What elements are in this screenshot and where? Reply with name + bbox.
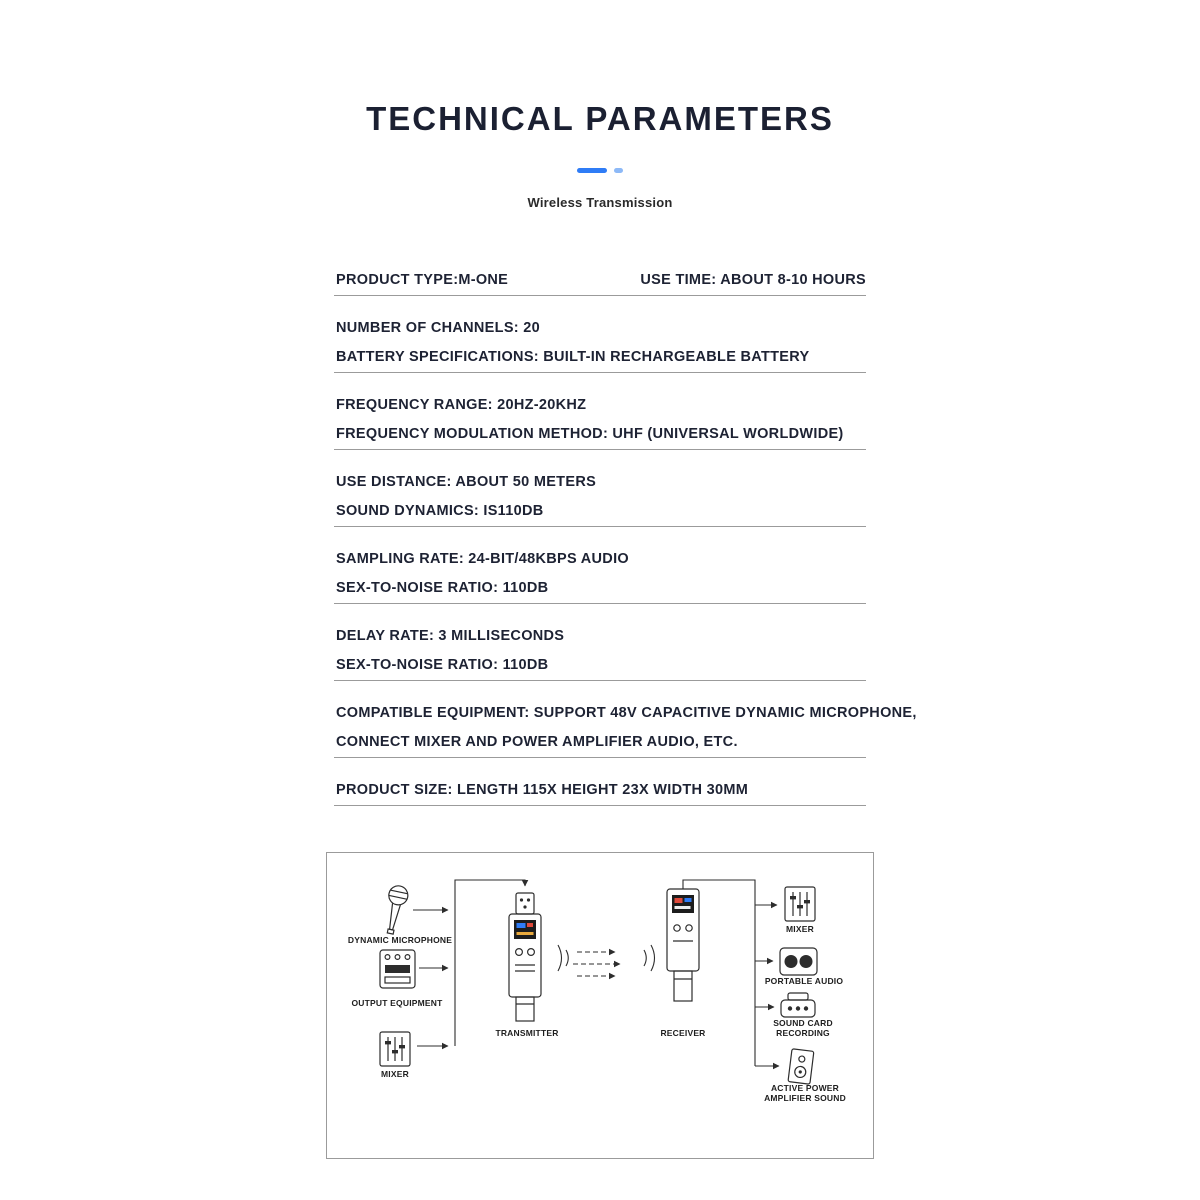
spec-list xyxy=(334,266,917,806)
label-mixer-left: MIXER xyxy=(381,1069,409,1079)
label-portable-audio: PORTABLE AUDIO xyxy=(764,976,844,986)
diagram-labels xyxy=(348,924,846,1103)
mixer-right-icon xyxy=(785,887,815,921)
spec-group-channels-battery xyxy=(334,314,866,373)
spec-group-compatible-equipment xyxy=(334,699,917,758)
label-sound-card-line1: SOUND CARD xyxy=(773,1018,833,1028)
connection-diagram-svg xyxy=(327,853,873,1158)
label-dynamic-microphone: DYNAMIC MICROPHONE xyxy=(347,935,453,945)
spec-group-product-type xyxy=(334,266,866,296)
spec-sound-dynamics: SOUND DYNAMICS: IS110DB xyxy=(336,503,544,519)
spec-signal-noise-ratio-2: SEX-TO-NOISE RATIO: 110DB xyxy=(336,657,549,673)
spec-compatible-equipment-line1: COMPATIBLE EQUIPMENT: SUPPORT 48V CAPACITIVE DYNAMIC MICROPHONE, xyxy=(336,705,917,721)
sound-card-recording-icon xyxy=(781,993,815,1017)
spec-use-time: USE TIME: ABOUT 8-10 HOURS xyxy=(640,272,866,288)
active-power-amplifier-icon xyxy=(788,1049,814,1084)
connection-lines xyxy=(413,880,779,1066)
label-receiver: RECEIVER xyxy=(660,1028,706,1038)
spec-frequency-modulation: FREQUENCY MODULATION METHOD: UHF (UNIVERSAL WORLDWIDE) xyxy=(336,426,844,442)
spec-number-of-channels: NUMBER OF CHANNELS: 20 xyxy=(336,320,540,336)
receiver-icon xyxy=(667,889,699,1001)
connection-diagram xyxy=(326,852,874,1159)
spec-use-distance: USE DISTANCE: ABOUT 50 METERS xyxy=(336,474,597,490)
label-sound-card-line2: RECORDING xyxy=(776,1028,830,1038)
label-mixer-right: MIXER xyxy=(786,924,814,934)
spec-group-product-size xyxy=(334,776,866,806)
spec-group-distance-dynamics xyxy=(334,468,866,527)
spec-sampling-rate: SAMPLING RATE: 24-BIT/48KBPS AUDIO xyxy=(336,551,629,567)
dynamic-microphone-icon xyxy=(381,884,410,935)
output-equipment-icon xyxy=(380,950,415,988)
spec-signal-noise-ratio-1: SEX-TO-NOISE RATIO: 110DB xyxy=(336,580,549,596)
spec-frequency-range: FREQUENCY RANGE: 20HZ-20KHZ xyxy=(336,397,587,413)
label-amplifier-line1: ACTIVE POWER xyxy=(770,1083,840,1093)
portable-audio-icon xyxy=(780,948,817,975)
page-title: TECHNICAL PARAMETERS xyxy=(366,100,834,137)
page-subtitle: Wireless Transmission xyxy=(527,195,673,210)
transmitter-icon xyxy=(509,893,541,1021)
spec-group-delay xyxy=(334,622,866,681)
divider-dash-icon xyxy=(577,168,607,173)
label-amplifier-line2: AMPLIFIER SOUND xyxy=(764,1093,846,1103)
spec-battery-specifications: BATTERY SPECIFICATIONS: BUILT-IN RECHARGEABLE BATTERY xyxy=(336,349,810,365)
spec-compatible-equipment-line2: CONNECT MIXER AND POWER AMPLIFIER AUDIO, ETC. xyxy=(336,734,738,750)
spec-product-type: PRODUCT TYPE:M-ONE xyxy=(336,272,509,288)
spec-group-frequency xyxy=(334,391,866,450)
spec-product-size: PRODUCT SIZE: LENGTH 115X HEIGHT 23X WIDTH 30MM xyxy=(336,782,749,798)
title-divider xyxy=(0,168,1200,173)
label-transmitter: TRANSMITTER xyxy=(495,1028,559,1038)
mixer-left-icon xyxy=(380,1032,410,1066)
divider-dot-icon xyxy=(614,168,623,173)
spec-delay-rate: DELAY RATE: 3 MILLISECONDS xyxy=(336,628,565,644)
label-output-equipment: OUTPUT EQUIPMENT xyxy=(351,998,443,1008)
spec-group-sampling xyxy=(334,545,866,604)
wireless-signal-icon xyxy=(558,945,655,976)
